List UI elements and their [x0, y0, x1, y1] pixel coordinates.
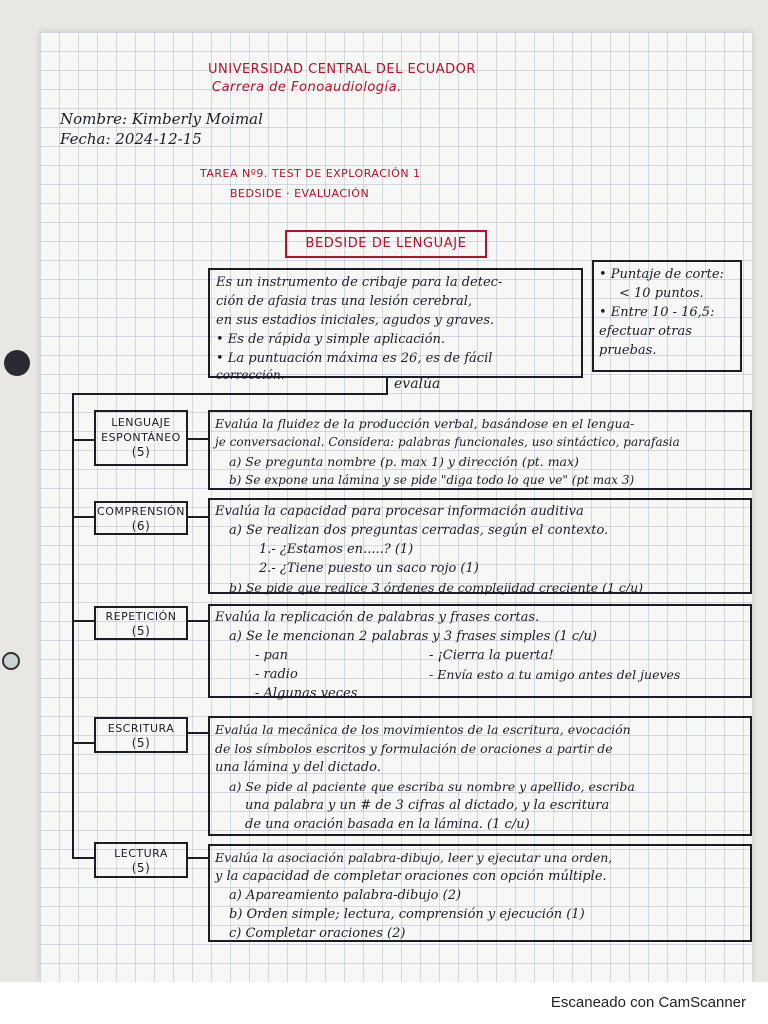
category-label: COMPRENSIÓN	[97, 505, 185, 518]
date: Fecha: 2024-12-15	[60, 130, 202, 148]
note-line: pruebas.	[599, 343, 657, 358]
description-box-repeticion	[208, 604, 752, 701]
section-line: una palabra y un # de 3 cifras al dictado, y la escritura	[245, 798, 610, 813]
connector	[188, 620, 208, 622]
word-item: - pan	[255, 648, 288, 663]
notebook-page	[40, 32, 752, 982]
evalua-label: evalúa	[394, 376, 441, 392]
category-score: (5)	[131, 445, 151, 459]
connector	[188, 857, 208, 859]
section-line: Evalúa la capacidad para procesar información auditiva	[215, 504, 584, 519]
section-line: y la capacidad de completar oraciones con opción múltiple.	[215, 869, 607, 884]
category-score: (5)	[131, 736, 151, 750]
note-line: < 10 puntos.	[619, 286, 704, 301]
student-name: Nombre: Kimberly Moimal	[60, 110, 263, 128]
section-line: Evalúa la replicación de palabras y frases cortas.	[215, 610, 540, 625]
word-list-right	[429, 646, 680, 684]
cutoff-note-box	[592, 260, 742, 372]
university-title: UNIVERSIDAD CENTRAL DEL ECUADOR	[208, 62, 476, 77]
intro-line: • Es de rápida y simple aplicación.	[216, 332, 446, 347]
connector	[188, 516, 208, 518]
scanner-footer	[0, 982, 768, 1024]
category-score: (5)	[131, 624, 151, 638]
intro-line: en sus estadios iniciales, agudos y graves.	[216, 313, 495, 328]
section-line: de una oración basada en la lámina. (1 c/u)	[245, 817, 530, 832]
intro-box	[208, 268, 583, 382]
connector	[72, 393, 74, 859]
section-line: 2.- ¿Tiene puesto un saco rojo (1)	[259, 561, 479, 576]
connector	[72, 393, 388, 395]
connector	[72, 516, 94, 518]
document-title: BEDSIDE DE LENGUAJE	[305, 236, 467, 251]
section-line: 1.- ¿Estamos en.....? (1)	[259, 542, 414, 557]
description-box-lenguaje	[208, 410, 752, 490]
connector	[386, 378, 388, 394]
section-line: una lámina y del dictado.	[215, 760, 381, 775]
intro-line: corrección.	[216, 368, 285, 382]
intro-line: • La puntuación máxima es 26, es de fácil	[216, 351, 493, 366]
category-box-comprension	[94, 501, 188, 535]
binder-hole-icon	[4, 350, 30, 376]
category-label: ESPONTÁNEO	[101, 431, 181, 444]
word-list-left	[255, 646, 357, 703]
category-label: ESCRITURA	[107, 722, 175, 735]
intro-line: ción de afasia tras una lesión cerebral,	[216, 294, 473, 309]
section-line: b) Orden simple; lectura, comprensión y ejecución (1)	[229, 907, 585, 922]
section-line: a) Se le mencionan 2 palabras y 3 frases simples (1 c/u)	[229, 629, 597, 644]
task-line-2: BEDSIDE · EVALUACIÓN	[230, 187, 370, 200]
career-title: Carrera de Fonoaudiología.	[212, 80, 402, 95]
connector	[188, 438, 208, 440]
word-item: - Algunas veces	[255, 686, 358, 701]
category-box-repeticion	[94, 606, 188, 640]
repetition-word-list	[215, 646, 745, 702]
note-line: efectuar otras	[599, 324, 692, 339]
section-line: de los símbolos escritos y formulación de oraciones a partir de	[215, 741, 613, 756]
category-score: (6)	[131, 519, 151, 533]
category-box-lectura	[94, 842, 188, 878]
section-line: Evalúa la mecánica de los movimientos de la escritura, evocación	[215, 722, 631, 737]
connector	[72, 857, 94, 859]
section-line: a) Se pide al paciente que escriba su nombre y apellido, escriba	[229, 779, 635, 794]
connector	[72, 439, 94, 441]
category-box-escritura	[94, 717, 188, 753]
word-item: - ¡Cierra la puerta!	[429, 648, 554, 663]
description-box-escritura	[208, 716, 752, 836]
description-box-lectura	[208, 844, 752, 942]
connector	[188, 732, 208, 734]
connector	[72, 742, 94, 744]
scanner-watermark: Escaneado con CamScanner	[550, 994, 746, 1011]
section-line: je conversacional. Considera: palabras funcionales, uso sintáctico, parafasia	[215, 435, 680, 449]
connector	[72, 620, 94, 622]
section-line: Evalúa la asociación palabra-dibujo, leer y ejecutar una orden,	[215, 850, 613, 865]
task-line-1: TAREA Nº9. TEST DE EXPLORACIÓN 1	[200, 167, 421, 180]
category-box-lenguaje	[94, 410, 188, 466]
category-label: LECTURA	[114, 847, 168, 860]
section-line: Evalúa la fluidez de la producción verbal, basándose en el lengua-	[215, 416, 635, 431]
binder-hole-icon	[2, 652, 20, 670]
category-label: LENGUAJE	[111, 416, 171, 429]
section-line: c) Completar oraciones (2)	[229, 926, 406, 941]
section-line: b) Se expone una lámina y se pide "diga todo lo que ve" (pt max 3)	[229, 473, 635, 487]
section-line: a) Se pregunta nombre (p. max 1) y dirección (pt. max)	[229, 454, 579, 469]
section-line: b) Se pide que realice 3 órdenes de complejidad creciente (1 c/u)	[229, 580, 644, 595]
section-line: a) Se realizan dos preguntas cerradas, según el contexto.	[229, 523, 609, 538]
title-box	[285, 230, 487, 258]
word-item: - radio	[255, 667, 298, 682]
intro-line: Es un instrumento de cribaje para la detec-	[216, 275, 503, 290]
category-score: (5)	[131, 861, 151, 875]
note-line: • Entre 10 - 16,5:	[599, 305, 715, 320]
category-label: REPETICIÓN	[105, 610, 177, 623]
description-box-comprension	[208, 498, 752, 594]
note-line: • Puntaje de corte:	[599, 267, 724, 282]
section-line: a) Apareamiento palabra-dibujo (2)	[229, 888, 462, 903]
word-item: - Envía esto a tu amigo antes del jueves	[429, 667, 681, 682]
